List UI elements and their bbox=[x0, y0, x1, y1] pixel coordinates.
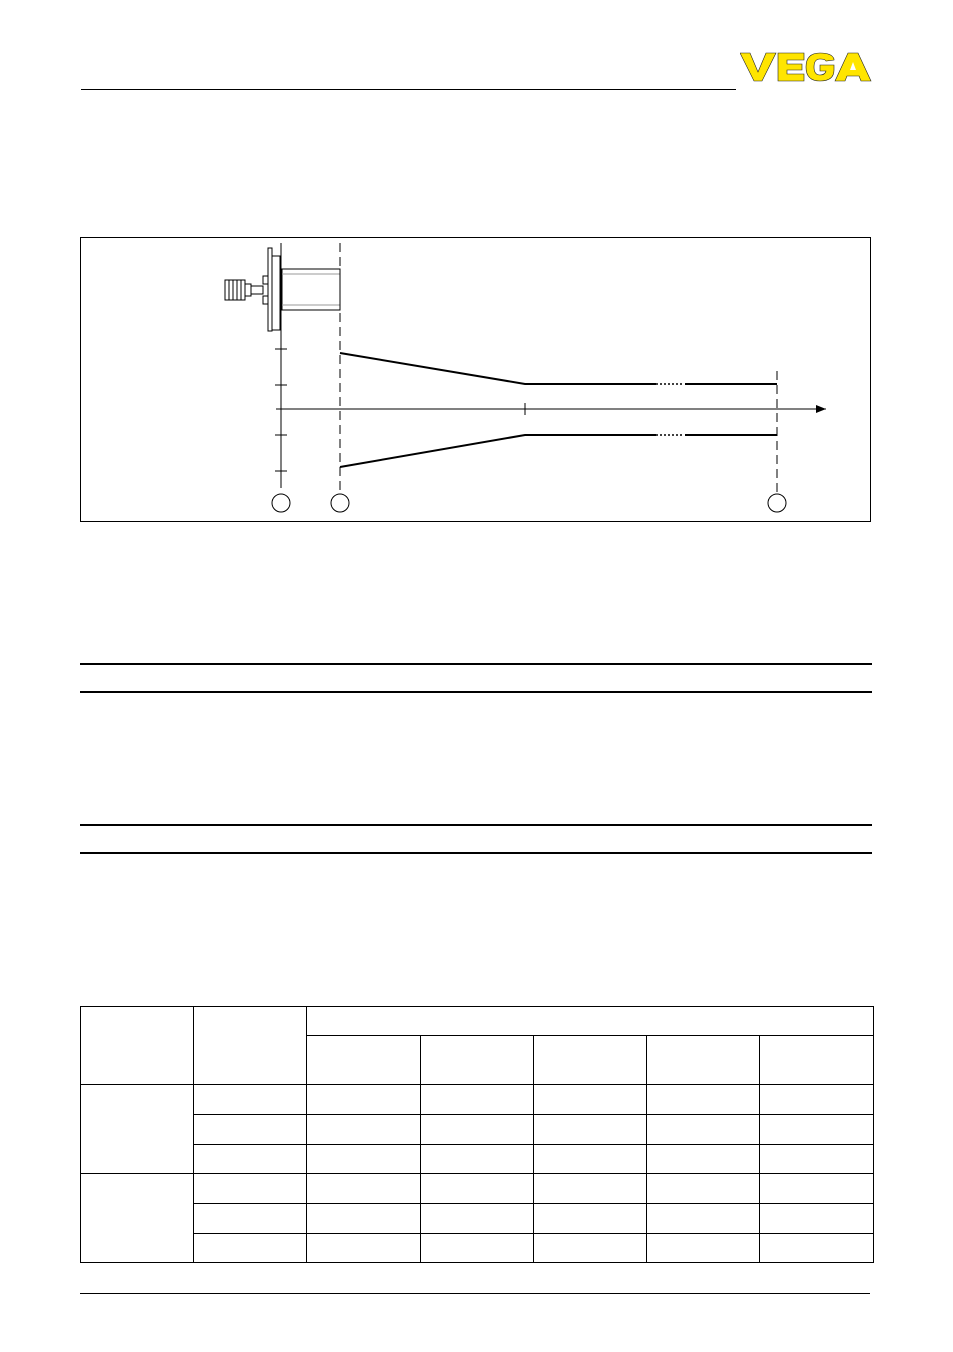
beam-angle-diagram bbox=[81, 238, 872, 523]
callout-3 bbox=[768, 494, 786, 512]
table-subheader-cell bbox=[421, 1036, 534, 1085]
table-cell bbox=[534, 1204, 647, 1234]
table-row bbox=[81, 1145, 874, 1174]
callout-1 bbox=[272, 494, 290, 512]
table-cell bbox=[421, 1145, 534, 1174]
spec-table bbox=[80, 1006, 874, 1263]
table-group-cell bbox=[81, 1174, 194, 1263]
table-header-cell bbox=[307, 1007, 874, 1036]
callout-2 bbox=[331, 494, 349, 512]
table-cell bbox=[534, 1234, 647, 1263]
section-rule bbox=[80, 663, 872, 665]
table-subheader-cell bbox=[307, 1036, 421, 1085]
table-cell bbox=[194, 1115, 307, 1145]
table-row bbox=[81, 1204, 874, 1234]
figure-frame bbox=[80, 237, 871, 522]
table-cell bbox=[307, 1085, 421, 1115]
table-cell bbox=[194, 1145, 307, 1174]
footer-rule bbox=[80, 1293, 870, 1294]
beam-lower-edge bbox=[340, 435, 777, 467]
table-cell bbox=[307, 1234, 421, 1263]
table-cell bbox=[194, 1174, 307, 1204]
table-cell bbox=[421, 1085, 534, 1115]
table-row bbox=[81, 1085, 874, 1115]
table-cell bbox=[647, 1174, 760, 1204]
table-subheader-cell bbox=[534, 1036, 647, 1085]
table-subheader-cell bbox=[647, 1036, 760, 1085]
header-rule bbox=[81, 89, 736, 90]
table-cell bbox=[421, 1234, 534, 1263]
table-header-cell bbox=[194, 1007, 307, 1085]
beam-upper-edge bbox=[340, 353, 777, 384]
table-row bbox=[81, 1115, 874, 1145]
table-cell bbox=[307, 1204, 421, 1234]
table-cell bbox=[307, 1145, 421, 1174]
section-rule bbox=[80, 691, 872, 693]
table-cell bbox=[307, 1174, 421, 1204]
table-cell bbox=[421, 1174, 534, 1204]
table-row bbox=[81, 1234, 874, 1263]
table-cell bbox=[534, 1115, 647, 1145]
table-header-cell bbox=[81, 1007, 194, 1085]
table-cell bbox=[534, 1174, 647, 1204]
table-cell bbox=[307, 1115, 421, 1145]
table-cell bbox=[760, 1204, 874, 1234]
table-cell bbox=[194, 1204, 307, 1234]
table-cell bbox=[647, 1115, 760, 1145]
table-header-row bbox=[81, 1007, 874, 1036]
table-cell bbox=[421, 1115, 534, 1145]
table-subheader-cell bbox=[760, 1036, 874, 1085]
table-cell bbox=[534, 1145, 647, 1174]
table-row bbox=[81, 1174, 874, 1204]
table-cell bbox=[647, 1204, 760, 1234]
table-cell bbox=[194, 1085, 307, 1115]
section-rule bbox=[80, 852, 872, 854]
table-group-cell bbox=[81, 1085, 194, 1174]
sensor-device bbox=[225, 248, 340, 331]
table-cell bbox=[647, 1234, 760, 1263]
table-cell bbox=[421, 1204, 534, 1234]
scale-ticks bbox=[275, 349, 525, 471]
table-cell bbox=[647, 1145, 760, 1174]
table-cell bbox=[760, 1085, 874, 1115]
table-cell bbox=[534, 1085, 647, 1115]
table-cell bbox=[194, 1234, 307, 1263]
table-cell bbox=[760, 1115, 874, 1145]
table-cell bbox=[760, 1234, 874, 1263]
vega-logo bbox=[740, 50, 872, 89]
table-cell bbox=[760, 1174, 874, 1204]
vega-logo-icon bbox=[740, 50, 872, 84]
table-cell bbox=[647, 1085, 760, 1115]
table-cell bbox=[760, 1145, 874, 1174]
section-rule bbox=[80, 824, 872, 826]
